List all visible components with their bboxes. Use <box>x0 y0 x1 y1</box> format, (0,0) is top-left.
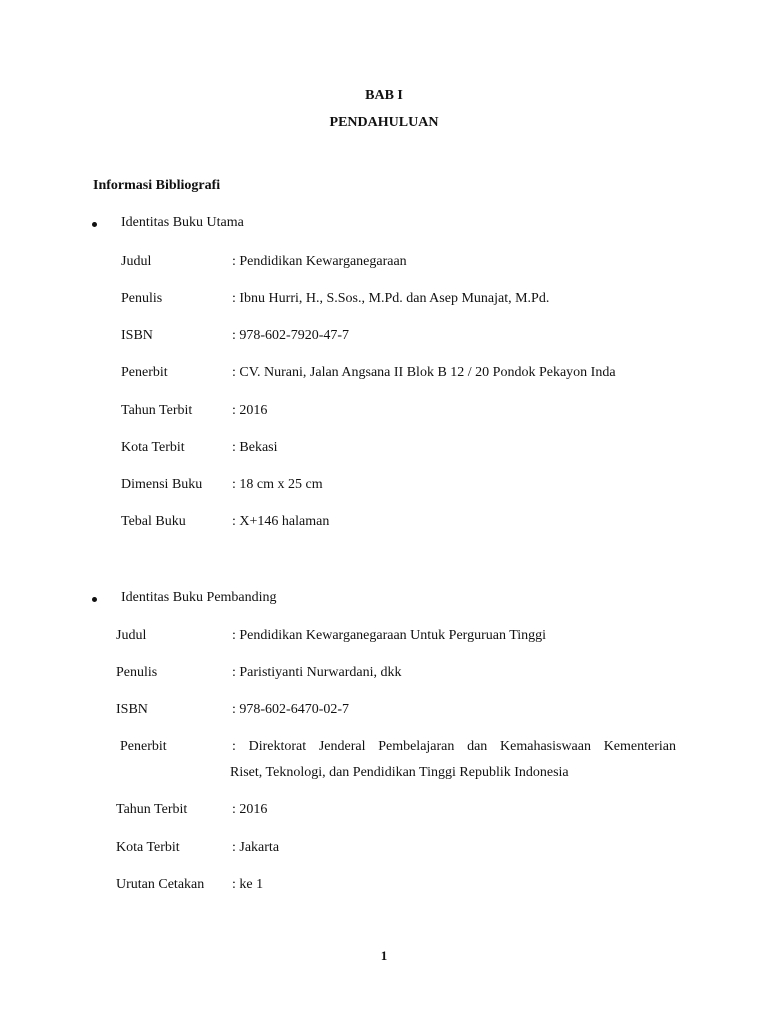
bullet-icon <box>92 597 97 602</box>
main-book-value-kota: : Bekasi <box>232 440 278 455</box>
main-book-label-dimensi: Dimensi Buku <box>121 477 203 492</box>
comparison-book-value-tahun: : 2016 <box>232 802 268 817</box>
comparison-book-value-kota: : Jakarta <box>232 840 280 855</box>
chapter-title: PENDAHULUAN <box>329 115 439 130</box>
main-book-value-judul: : Pendidikan Kewarganegaraan <box>232 254 407 269</box>
main-book-label-kota: Kota Terbit <box>121 440 185 455</box>
comparison-book-value-judul: : Pendidikan Kewarganegaraan Untuk Perguruan Tinggi <box>232 628 547 643</box>
main-book-label-judul: Judul <box>121 254 152 269</box>
comparison-book-value-penerbit: : Direktorat Jenderal Pembelajaran dan Kemahasiswaan Kementerian <box>232 739 676 754</box>
chapter-number: BAB I <box>365 88 403 103</box>
comparison-book-label-penerbit: Penerbit <box>120 739 167 754</box>
comparison-book-value-cetakan: : ke 1 <box>232 877 264 892</box>
main-book-heading: Identitas Buku Utama <box>121 215 244 230</box>
comparison-book-label-cetakan: Urutan Cetakan <box>116 877 205 892</box>
main-book-value-tebal: : X+146 halaman <box>232 514 330 529</box>
main-book-label-penerbit: Penerbit <box>121 365 168 380</box>
main-book-label-tebal: Tebal Buku <box>121 514 186 529</box>
main-book-value-penulis: : Ibnu Hurri, H., S.Sos., M.Pd. dan Asep Munajat, M.Pd. <box>232 291 550 306</box>
comparison-book-value-penulis: : Paristiyanti Nurwardani, dkk <box>232 665 402 680</box>
main-book-value-isbn: : 978-602-7920-47-7 <box>232 328 350 343</box>
main-book-value-penerbit: : CV. Nurani, Jalan Angsana II Blok B 12 / 20 Pondok Pekayon Inda <box>232 365 616 380</box>
comparison-book-heading: Identitas Buku Pembanding <box>121 590 277 605</box>
comparison-book-label-isbn: ISBN <box>116 702 148 717</box>
main-book-label-tahun: Tahun Terbit <box>121 403 193 418</box>
comparison-book-value-isbn: : 978-602-6470-02-7 <box>232 702 350 717</box>
page-number: 1 <box>380 948 388 963</box>
comparison-book-label-kota: Kota Terbit <box>116 840 180 855</box>
bullet-icon <box>92 222 97 227</box>
comparison-book-label-penulis: Penulis <box>116 665 158 680</box>
main-book-label-isbn: ISBN <box>121 328 153 343</box>
comparison-book-label-judul: Judul <box>116 628 147 643</box>
comparison-book-value-penerbit-cont: Riset, Teknologi, dan Pendidikan Tinggi Republik Indonesia <box>230 765 569 780</box>
comparison-book-label-tahun: Tahun Terbit <box>116 802 188 817</box>
main-book-label-penulis: Penulis <box>121 291 163 306</box>
main-book-value-tahun: : 2016 <box>232 403 268 418</box>
section-heading: Informasi Bibliografi <box>93 178 221 193</box>
main-book-value-dimensi: : 18 cm x 25 cm <box>232 477 323 492</box>
